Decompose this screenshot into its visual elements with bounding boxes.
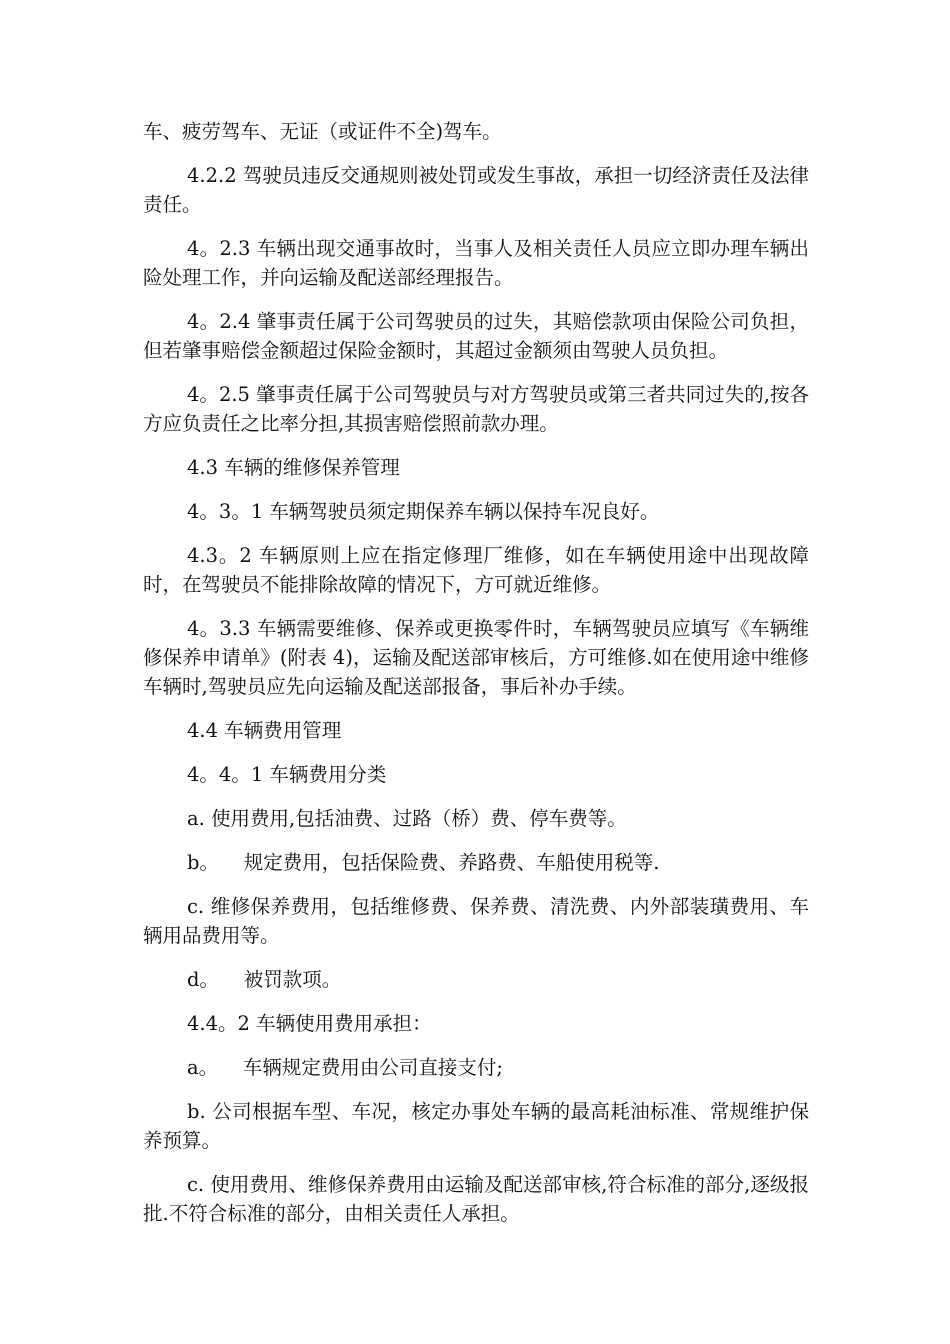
list-item: c. 使用费用、维修保养费用由运输及配送部审核,符合标准的部分,逐级报批.不符合标准的部分，由相关责任人承担。 xyxy=(143,1173,809,1225)
paragraph: 4。2.5 肇事责任属于公司驾驶员与对方驾驶员或第三者共同过失的,按各方应负责任之比率分担,其损害赔偿照前款办理。 xyxy=(143,383,809,435)
paragraph: 4。2.3 车辆出现交通事故时，当事人及相关责任人员应立即办理车辆出险处理工作，并向运输及配送部经理报告。 xyxy=(143,237,809,289)
section-heading: 4.3 车辆的维修保养管理 xyxy=(187,456,400,479)
paragraph: 4.3。2 车辆原则上应在指定修理厂维修，如在车辆使用途中出现故障时，在驾驶员不能排除故障的情况下，方可就近维修。 xyxy=(143,544,809,596)
document-body xyxy=(143,117,809,1243)
paragraph: 4。3。1 车辆驾驶员须定期保养车辆以保持车况良好。 xyxy=(187,500,660,523)
section-heading: 4.4 车辆费用管理 xyxy=(187,719,342,742)
subsection-heading: 4。4。1 车辆费用分类 xyxy=(187,763,387,786)
paragraph: 4。2.4 肇事责任属于公司驾驶员的过失，其赔偿款项由保险公司负担，但若肇事赔偿金额超过保险金额时，其超过金额须由驾驶人员负担。 xyxy=(143,310,809,362)
list-item: a。 车辆规定费用由公司直接支付; xyxy=(187,1056,503,1079)
list-item: b. 公司根据车型、车况，核定办事处车辆的最高耗油标准、常规维护保养预算。 xyxy=(143,1100,809,1152)
list-item: a. 使用费用,包括油费、过路（桥）费、停车费等。 xyxy=(187,807,627,830)
list-item: c. 维修保养费用，包括维修费、保养费、清洗费、内外部装璜费用、车辆用品费用等。 xyxy=(143,895,809,947)
paragraph: 4。3.3 车辆需要维修、保养或更换零件时，车辆驾驶员应填写《车辆维修保养申请单》(附表 4)，运输及配送部审核后，方可维修.如在使用途中维修车辆时,驾驶员应先向运输及配送部报备，事后补办手续。 xyxy=(143,617,809,698)
list-item: b。 规定费用，包括保险费、养路费、车船使用税等. xyxy=(187,851,660,874)
paragraph: 车、疲劳驾车、无证（或证件不全)驾车。 xyxy=(143,120,502,143)
paragraph: 4.2.2 驾驶员违反交通规则被处罚或发生事故，承担一切经济责任及法律责任。 xyxy=(143,164,809,216)
list-item: d。 被罚款项。 xyxy=(187,968,342,991)
subsection-heading: 4.4。2 车辆使用费用承担： xyxy=(187,1012,432,1035)
